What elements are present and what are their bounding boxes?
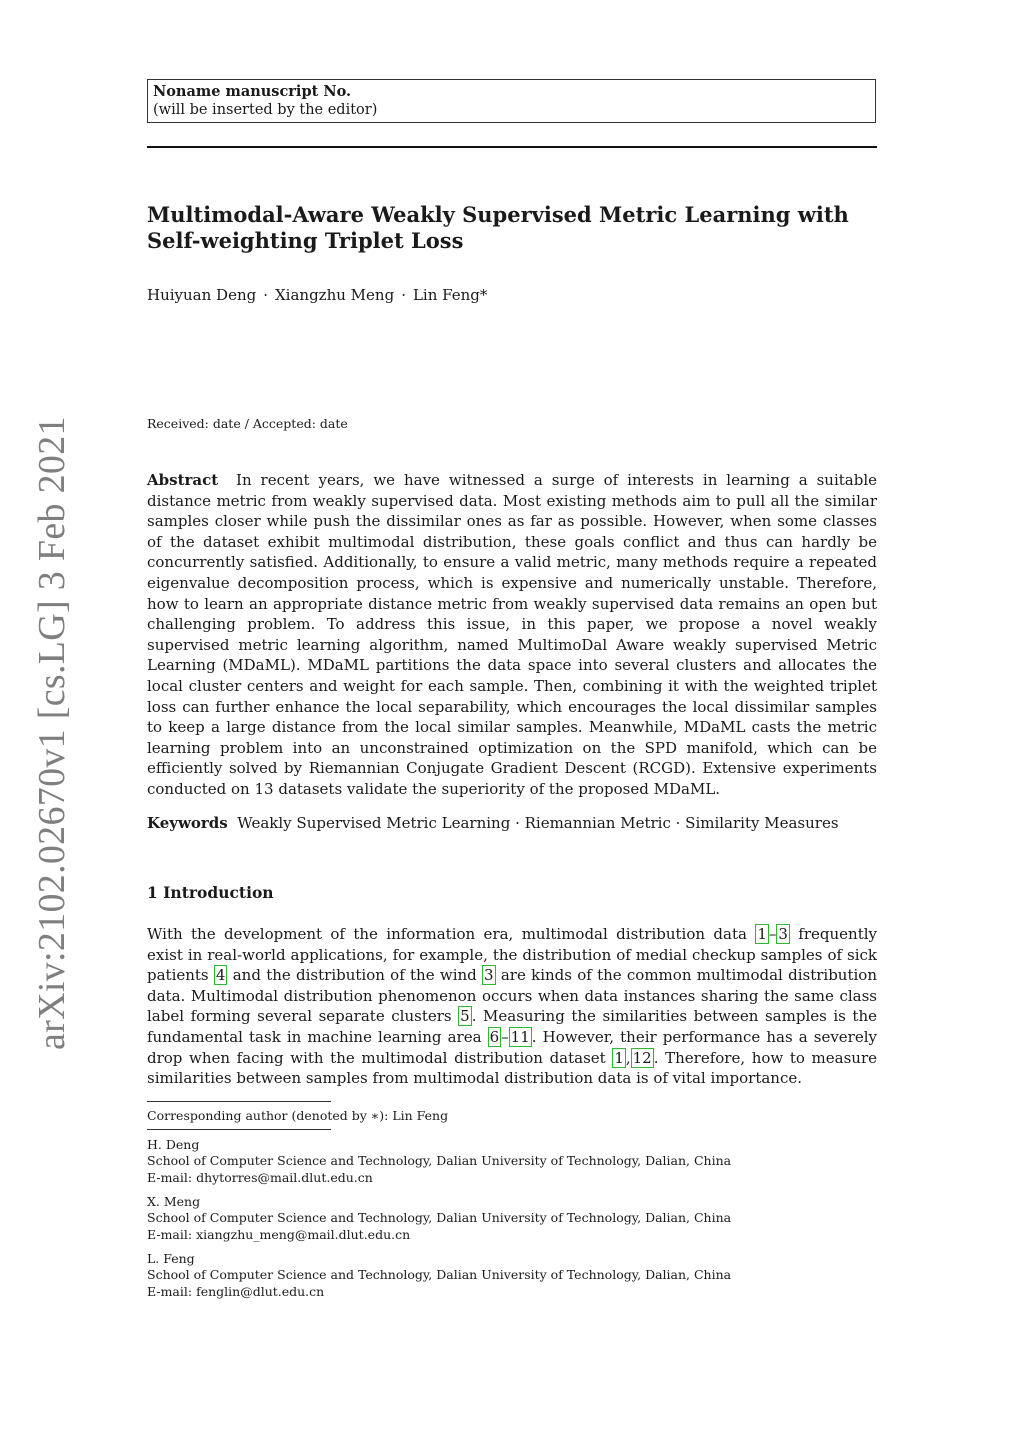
affiliation-block <box>147 1137 731 1186</box>
affiliation-email: E-mail: dhytorres@mail.dlut.edu.cn <box>147 1169 373 1185</box>
affiliation-name: L. Feng <box>147 1251 195 1266</box>
author-list <box>147 285 487 305</box>
received-date: Received: date / Accepted: date <box>147 416 348 431</box>
citation-link[interactable]: 5 <box>460 1007 470 1026</box>
footnote-rule <box>147 1101 331 1102</box>
citation-range-dash: – <box>768 925 777 943</box>
citation-link[interactable]: 6 <box>489 1027 500 1046</box>
citation-link[interactable]: 3 <box>484 966 494 985</box>
paper-title <box>147 202 877 254</box>
abstract <box>147 470 877 800</box>
affiliation-name: H. Deng <box>147 1137 200 1152</box>
intro-segment: With the development of the information era, multimodal distribution data <box>147 925 756 943</box>
citation-link[interactable]: 4 <box>215 966 226 985</box>
affiliation-email: E-mail: xiangzhu_meng@mail.dlut.edu.cn <box>147 1226 411 1242</box>
corresponding-author-note: Corresponding author (denoted by ∗): Lin Feng <box>147 1108 449 1123</box>
affiliation-email: E-mail: fenglin@dlut.edu.cn <box>147 1283 325 1299</box>
citation-list-comma: , <box>625 1048 631 1067</box>
citation-link[interactable]: 1 <box>614 1048 624 1067</box>
citation-link[interactable]: 12 <box>632 1048 652 1067</box>
citation-link[interactable]: 11 <box>510 1027 530 1046</box>
arxiv-identifier-stamp: arXiv:2102.02670v1 [cs.LG] 3 Feb 2021 <box>31 416 73 1050</box>
title-line-1: Multimodal-Aware Weakly Supervised Metric Learning with <box>147 202 849 227</box>
section-heading-introduction: 1 Introduction <box>147 883 274 902</box>
author-2: Xiangzhu Meng <box>275 286 395 304</box>
affiliation-name: X. Meng <box>147 1194 201 1209</box>
editor-note: (will be inserted by the editor) <box>153 102 378 118</box>
affiliation-block <box>147 1194 731 1243</box>
intro-segment: are kinds of the common multimodal distribution data. Multimodal distribution phenomenon occurs when data instances sharing the same class label forming several separate clusters <box>147 966 877 1026</box>
intro-segment: . Therefore, how to measure similarities between samples from multimodal distribution data is of vital importance. <box>147 1048 877 1088</box>
footnote-rule <box>147 1129 331 1130</box>
author-3: Lin Feng* <box>412 286 488 304</box>
intro-segment: . However, their performance has a severely drop when facing with the multimodal distribution dataset <box>147 1027 877 1067</box>
author-1: Huiyuan Deng <box>147 286 257 304</box>
manuscript-header-box <box>147 79 876 123</box>
citation-range-dash: – <box>501 1027 509 1046</box>
header-rule <box>147 146 877 148</box>
manuscript-number: Noname manuscript No. <box>153 83 352 100</box>
keywords-text: Weakly Supervised Metric Learning · Riemannian Metric · Similarity Measures <box>237 814 839 832</box>
introduction-paragraph <box>147 924 877 1089</box>
affiliation-block <box>147 1251 731 1300</box>
keywords-label: Keywords <box>147 814 228 832</box>
abstract-label: Abstract <box>147 471 219 489</box>
affiliation-institution: School of Computer Science and Technology, Dalian University of Technology, Dalian, China <box>147 1210 732 1226</box>
abstract-text: In recent years, we have witnessed a surge of interests in learning a suitable distance metric from weakly supervised data. Most existing methods aim to pull all the similar samples closer while push the dissimilar ones as far as possible. However, when some classes of the dataset exhibit multimodal distribution, these goals conflict and thus can hardly be concurrently satisfied. Additionally, to ensure a valid metric, many methods require a repeated eigenvalue decomposition process, which is expensive and numerically unstable. Therefore, how to learn an appropriate distance metric from weakly supervised data remains an open but challenging problem. To address this issue, in this paper, we propose a novel weakly supervised metric learning algorithm, named MultimoDal Aware weakly supervised Metric Learning (MDaML). MDaML partitions the data space into several clusters and allocates the local cluster centers and weight for each sample. Then, combining it with the weighted triplet loss can further enhance the local separability, which encourages the local dissimilar samples to keep a large distance from the local similar samples. Meanwhile, MDaML casts the metric learning problem into an unconstrained optimization on the SPD manifold, which can be efficiently solved by Riemannian Conjugate Gradient Descent (RCGD). Extensive experiments conducted on 13 datasets validate the superiority of the proposed MDaML. <box>147 471 877 798</box>
intro-segment: frequently exist in real-world applications, for example, the distribution of medial checkup samples of sick patients <box>147 925 877 985</box>
keywords <box>147 813 877 833</box>
citation-link[interactable]: 3 <box>778 925 788 943</box>
intro-segment: . Measuring the similarities between samples is the fundamental task in machine learning area <box>147 1007 877 1046</box>
intro-segment: and the distribution of the wind <box>227 966 483 985</box>
affiliation-institution: School of Computer Science and Technology, Dalian University of Technology, Dalian, China <box>147 1153 732 1169</box>
title-line-2: Self-weighting Triplet Loss <box>147 228 464 253</box>
citation-link[interactable]: 1 <box>757 925 767 943</box>
affiliation-institution: School of Computer Science and Technology, Dalian University of Technology, Dalian, China <box>147 1267 732 1283</box>
author-separator: · <box>263 286 268 304</box>
author-separator: · <box>401 286 406 304</box>
